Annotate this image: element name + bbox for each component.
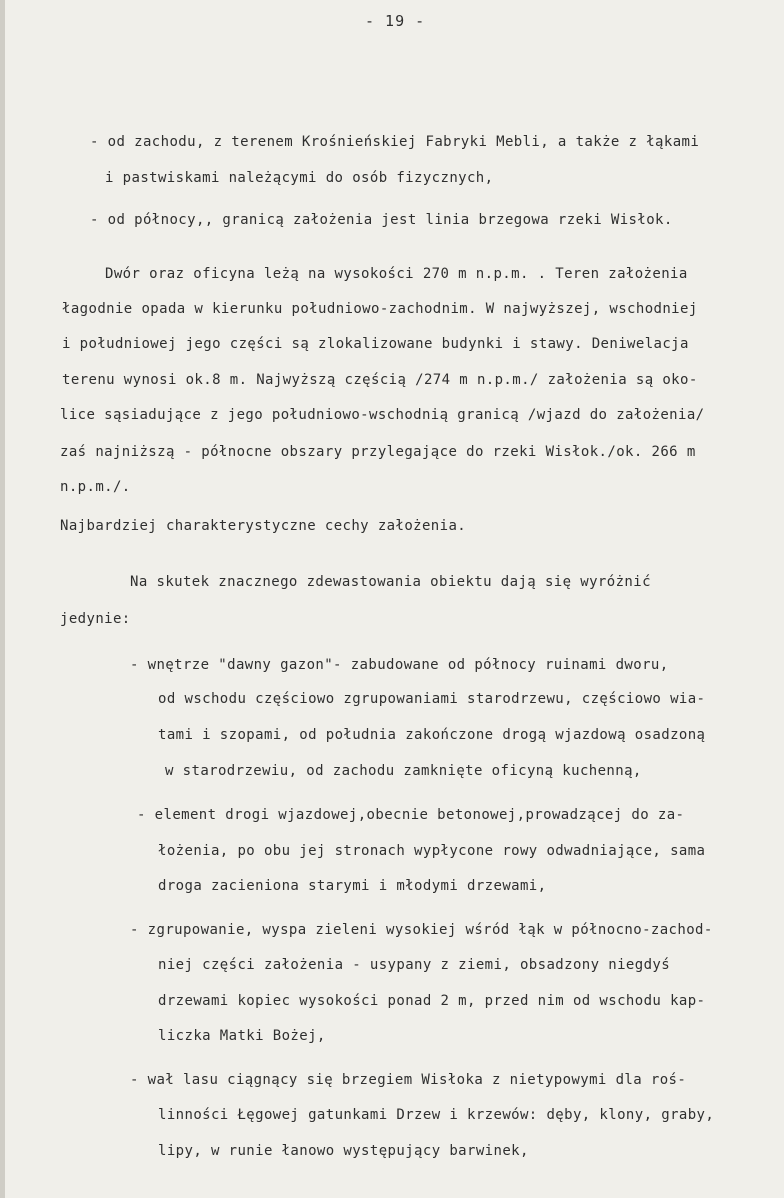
text-line: Na skutek znacznego zdewastowania obiektu dają się wyróżnić [130, 574, 651, 590]
text-line: terenu wynosi ok.8 m. Najwyższą częścią /274 m n.p.m./ założenia są oko- [62, 372, 698, 388]
list-item-text: - zgrupowanie, wyspa zieleni wysokiej wśród łąk w północno-zachod- [130, 922, 713, 938]
list-item-text: łożenia, po obu jej stronach wypłycone rowy odwadniające, sama [158, 843, 706, 859]
list-item-text: - wał lasu ciągnący się brzegiem Wisłoka z nietypowymi dla roś- [130, 1072, 687, 1088]
list-item-text: niej części założenia - usypany z ziemi, obsadzony niegdyś [158, 957, 671, 973]
text-line: łagodnie opada w kierunku południowo-zachodnim. W najwyższej, wschodniej [62, 301, 698, 317]
list-item-text: - element drogi wjazdowej,obecnie betonowej,prowadzącej do za- [137, 807, 685, 823]
list-item-text: od wschodu częściowo zgrupowaniami starodrzewu, częściowo wia- [158, 691, 706, 707]
text-line: - od zachodu, z terenem Krośnieńskiej Fabryki Mebli, a także z łąkami [90, 134, 700, 150]
page-number: - 19 - [365, 12, 426, 30]
list-item-text: drzewami kopiec wysokości ponad 2 m, przed nim od wschodu kap- [158, 993, 706, 1009]
list-item-text: lipy, w runie łanowo występujący barwinek, [158, 1143, 529, 1159]
text-line: - od północy,, granicą założenia jest linia brzegowa rzeki Wisłok. [90, 212, 673, 228]
list-item-text: w starodrzewiu, od zachodu zamknięte oficyną kuchenną, [165, 763, 642, 779]
list-item-text: tami i szopami, od południa zakończone drogą wjazdową osadzoną [158, 727, 706, 743]
text-line: i pastwiskami należącymi do osób fizycznych, [105, 170, 494, 186]
text-line: i południowej jego części są zlokalizowane budynki i stawy. Deniwelacja [62, 336, 689, 352]
list-item-text: droga zacieniona starymi i młodymi drzewami, [158, 878, 547, 894]
page-edge-shadow [0, 0, 5, 1198]
text-line: lice sąsiadujące z jego południowo-wschodnią granicą /wjazd do założenia/ [60, 407, 705, 423]
list-item-text: liczka Matki Bożej, [158, 1028, 326, 1044]
list-item-text: linności Łęgowej gatunkami Drzew i krzewów: dęby, klony, graby, [158, 1107, 715, 1123]
text-line: n.p.m./. [60, 479, 131, 495]
text-line: Dwór oraz oficyna leżą na wysokości 270 m n.p.m. . Teren założenia [105, 266, 688, 282]
list-item-text: - wnętrze "dawny gazon"- zabudowane od północy ruinami dworu, [130, 657, 669, 673]
text-line: jedynie: [60, 611, 131, 627]
section-heading: Najbardziej charakterystyczne cechy założenia. [60, 518, 467, 534]
text-line: zaś najniższą - północne obszary przylegające do rzeki Wisłok./ok. 266 m [60, 444, 696, 460]
